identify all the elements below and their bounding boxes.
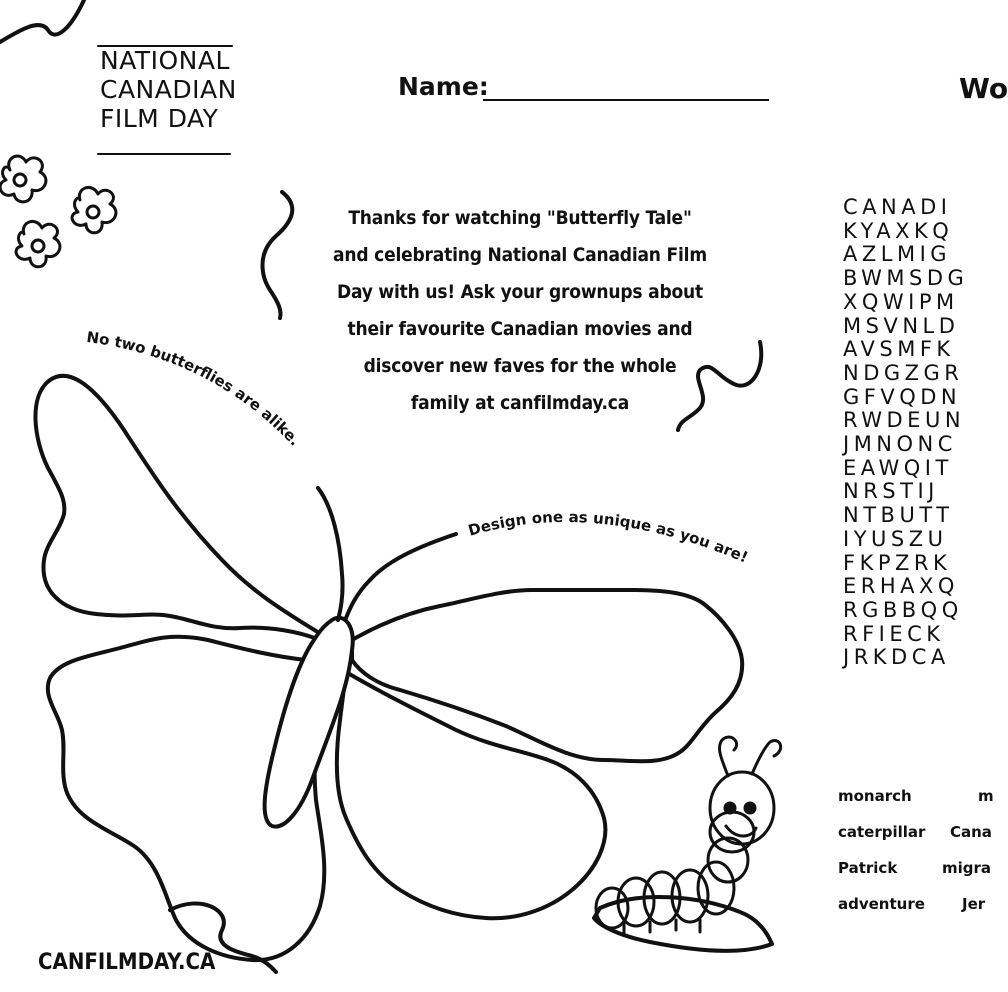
caterpillar	[596, 737, 781, 934]
word-list-item: Patrick	[838, 859, 898, 877]
intro-line: family at canfilmday.ca	[410, 392, 630, 414]
butterfly-wing-upper-left	[35, 376, 330, 640]
word-search-title: Wo	[959, 72, 1008, 105]
flower-1	[0, 156, 46, 202]
footer-url[interactable]: CANFILMDAY.CA	[38, 950, 216, 975]
word-search-row: AZLMIG	[843, 242, 952, 267]
national-canadian-film-day-logo	[96, 42, 238, 135]
name-label: Name:	[398, 72, 489, 101]
word-search-row: KYAXKQ	[843, 218, 954, 243]
flower-2	[72, 187, 116, 232]
word-search-row: IYUSZU	[843, 526, 948, 551]
intro-line: Thanks for watching "Butterfly Tale"	[348, 207, 692, 229]
logo-line: FILM DAY	[100, 104, 219, 133]
name-input-line[interactable]	[483, 98, 769, 101]
word-search-row: NTBUTT	[843, 503, 954, 528]
word-search-row: RWDEUN	[843, 408, 966, 433]
word-search-row: RFIECK	[843, 621, 945, 646]
word-search-row: AVSMFK	[843, 337, 955, 362]
word-search-row: GFVQDN	[843, 384, 962, 409]
word-search-grid	[843, 196, 968, 670]
word-search-row: FKPZRK	[843, 550, 952, 575]
word-list-item: Cana	[950, 823, 992, 841]
butterfly-wing-lower-right	[337, 672, 605, 918]
word-search-row: ERHAXQ	[843, 574, 959, 599]
intro-line: discover new faves for the whole	[363, 355, 677, 377]
top-squiggle	[0, 0, 84, 42]
left-squiggle	[263, 192, 293, 318]
flower-3	[16, 221, 60, 266]
word-list-item: monarch	[838, 787, 912, 805]
intro-paragraph	[320, 200, 720, 422]
caption-no-two: No two butterflies are alike.	[85, 328, 304, 450]
caption-design-one: Design one as unique as you are!	[466, 507, 751, 567]
word-list-item: caterpillar	[838, 823, 926, 841]
word-list-item: Jer	[962, 895, 986, 913]
intro-line: Day with us! Ask your grownups about	[337, 281, 703, 303]
word-list-item: adventure	[838, 895, 925, 913]
word-list-item: migra	[942, 859, 992, 877]
logo-line: CANADIAN	[100, 75, 237, 104]
word-search-row: JMNONC	[843, 432, 957, 457]
butterfly-wing-upper-right	[352, 590, 742, 761]
intro-line: and celebrating National Canadian Film	[333, 244, 707, 266]
word-list-item: m	[978, 787, 994, 805]
word-search-row: XQWIPM	[843, 289, 959, 314]
butterfly-antenna-left	[318, 488, 343, 620]
logo-line: NATIONAL	[100, 46, 230, 75]
word-search-row: CANADI	[843, 195, 952, 219]
word-search-row: EAWQIT	[843, 455, 953, 480]
word-search-row: MSVNLD	[843, 313, 960, 338]
word-search-row: NRSTIJ	[843, 479, 939, 504]
word-search-row: BWMSDG	[843, 266, 969, 291]
word-search-row: NDGZGR	[843, 360, 964, 385]
word-search-row: RGBBQQ	[843, 597, 963, 622]
intro-line: their favourite Canadian movies and	[347, 318, 693, 340]
word-search-row: JRKDCA	[843, 645, 950, 670]
